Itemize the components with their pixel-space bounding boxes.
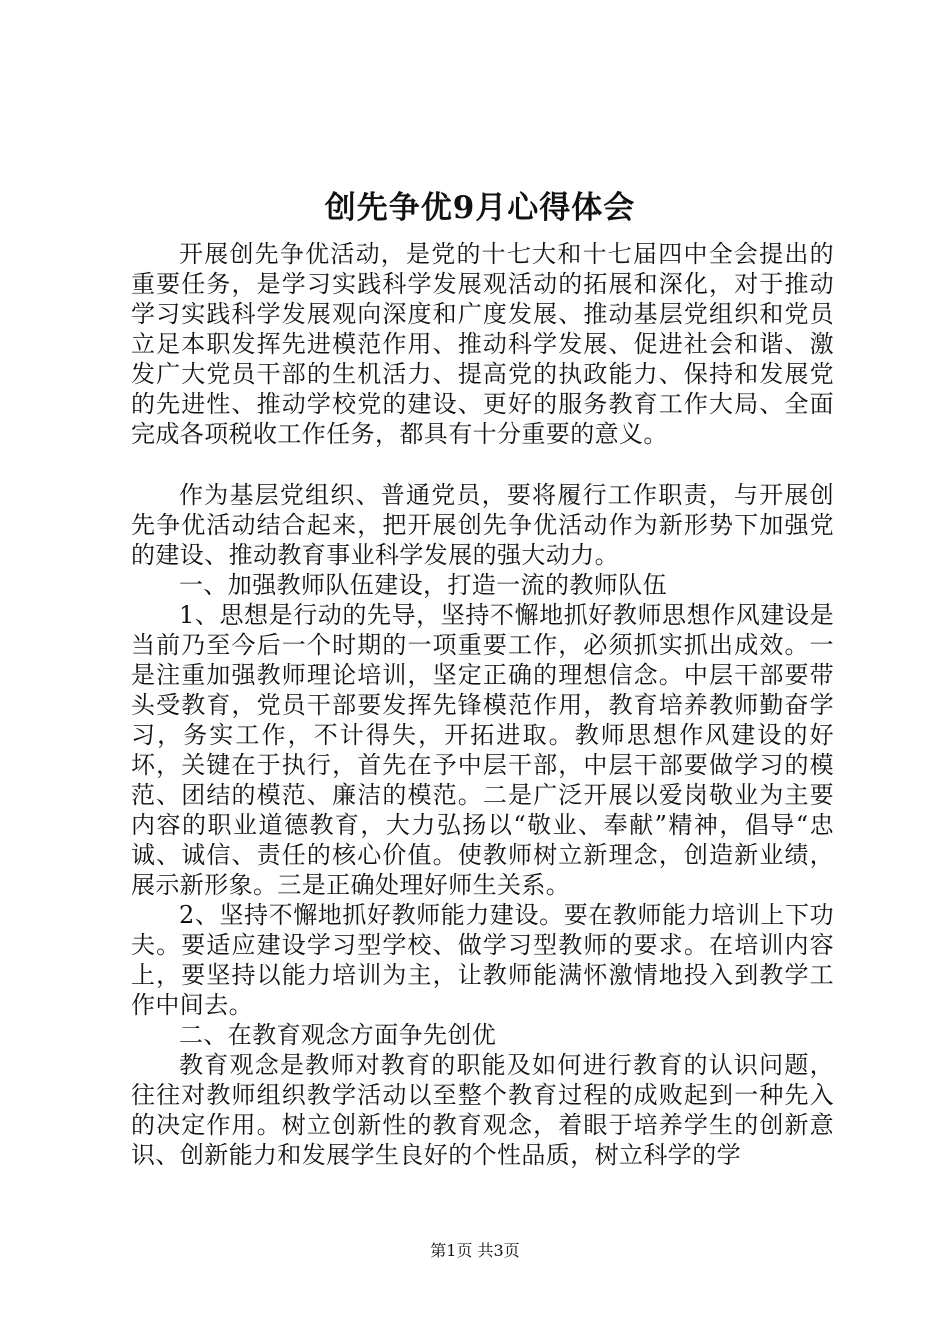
paragraph-education-concept: 教育观念是教师对教育的职能及如何进行教育的认识问题，往往对教师组织教学活动以至整个教育过程的成败起到一种先入的决定作用。树立创新性的教育观念，着眼于培养学生的创新意识、创新能力和发展学生良好的个性品质，树立科学的学	[131, 1051, 834, 1169]
page-footer: 第1页 共3页	[430, 1241, 520, 1260]
paragraph-item-2: 2、坚持不懈地抓好教师能力建设。要在教师能力培训上下功夫。要适应建设学习型学校、做学习型教师的要求。在培训内容上，要坚持以能力培训为主，让教师能满怀激情地投入到教学工作中间去。	[131, 901, 834, 1019]
document-body	[131, 239, 834, 1170]
paragraph-intro: 开展创先争优活动，是党的十七大和十七届四中全会提出的重要任务，是学习实践科学发展观活动的拓展和深化，对于推动学习实践科学发展观向深度和广度发展、推动基层党组织和党员立足本职发挥先进模范作用、推动科学发展、促进社会和谐、激发广大党员干部的生机活力、提高党的执政能力、保持和发展党的先进性、推动学校党的建设、更好的服务教育工作大局、全面完成各项税收工作任务，都具有十分重要的意义。	[131, 240, 834, 448]
section-heading-1: 一、加强教师队伍建设，打造一流的教师队伍	[179, 571, 667, 599]
paragraph-item-1: 1、思想是行动的先导，坚持不懈地抓好教师思想作风建设是当前乃至今后一个时期的一项重要工作，必须抓实抓出成效。一是注重加强教师理论培训，坚定正确的理想信念。中层干部要带头受教育，党员干部要发挥先锋模范作用，教育培养教师勤奋学习，务实工作，不计得失，开拓进取。教师思想作风建设的好坏，关键在于执行，首先在予中层干部，中层干部要做学习的模范、团结的模范、廉洁的模范。二是广泛开展以爱岗敬业为主要内容的职业道德教育，大力弘扬以“敬业、奉献”精神，倡导“忠诚、诚信、责任的核心价值。使教师树立新理念，创造新业绩，展示新形象。三是正确处理好师生关系。	[131, 601, 834, 899]
paragraph-spacer	[131, 449, 834, 480]
section-heading-2: 二、在教育观念方面争先创优	[179, 1021, 497, 1049]
document-title: 创先争优9月心得体会	[324, 190, 636, 226]
paragraph-role: 作为基层党组织、普通党员，要将履行工作职责，与开展创先争优活动结合起来，把开展创先争优活动作为新形势下加强党的建设、推动教育事业科学发展的强大动力。	[131, 481, 834, 569]
